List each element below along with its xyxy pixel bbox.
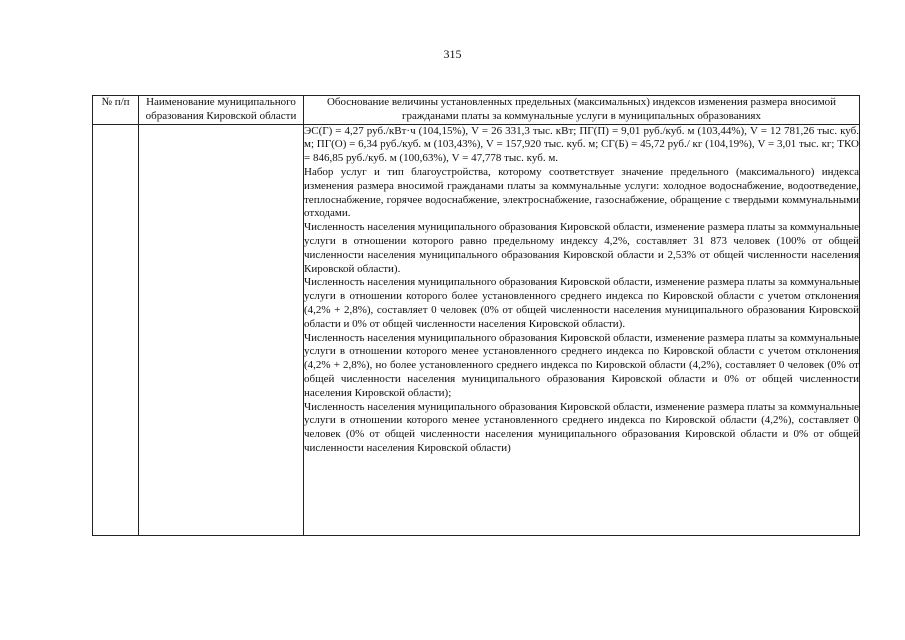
paragraph-population-above: Численность населения муниципального образования Кировской области, изменение размера платы за коммунальные услуги в отношении которого более установленного среднего индекса по Кировской области с учетом отклонения (4,2% + 2,8%), составляет 0 человек (0% от общей численности населения муниципального образования Кировской области и 0% от общей численности населения Кировской области). xyxy=(304,276,859,330)
cell-municipality-name xyxy=(139,124,304,535)
cell-justification xyxy=(304,124,860,535)
paragraph-service-set: Набор услуг и тип благоустройства, которому соответствует значение предельного (максимального) индекса изменения размера вносимой гражданами платы за коммунальные услуги: холодное водоснабжение, водоотведение, теплоснабжение, горячее водоснабжение, электроснабжение, газоснабжение, обращение с твердыми коммунальными отходами. xyxy=(304,165,859,220)
table-header-row xyxy=(93,96,860,125)
paragraph-population-equal: Численность населения муниципального образования Кировской области, изменение размера платы за коммунальные услуги в отношении которого равно предельному индексу 4,2%, составляет 31 873 человек (100% от общей численности населения муниципального образования Кировской области и 2,53% от общей численности населения Кировской области). xyxy=(304,221,859,275)
paragraph-population-below: Численность населения муниципального образования Кировской области, изменение размера платы за коммунальные услуги в отношении которого менее установленного среднего индекса по Кировской области (4,2%), составляет 0 человек (0% от общей численности населения муниципального образования Кировской области и 0% от общей численности населения Кировской области) xyxy=(304,400,859,454)
table-row xyxy=(93,124,860,535)
header-number: № п/п xyxy=(93,96,139,125)
header-municipality-name: Наименование муниципального образования Кировской области xyxy=(139,96,304,125)
page-number: 315 xyxy=(443,47,462,61)
paragraph-tariffs: ЭС(Г) = 4,27 руб./кВт·ч (104,15%), V = 26 331,3 тыс. кВт; ПГ(П) = 9,01 руб./куб. м (103,44%), V = 12 781,26 тыс. куб. м; ПГ(О) = 6,34 руб./куб. м (103,43%), V = 157,920 тыс. куб. м; СГ(Б) = 45,72 руб./ кг (104,19%), V = 3,01 тыс. кг; ТКО = 846,85 руб./куб. м (100,63%), V = 47,778 тыс. куб. м. xyxy=(304,124,859,165)
cell-number xyxy=(93,124,139,535)
tariff-index-table xyxy=(92,95,860,536)
header-justification: Обоснование величины установленных предельных (максимальных) индексов изменения размера вносимой гражданами платы за коммунальные услуги в муниципальных образованиях xyxy=(304,96,860,125)
paragraph-population-between: Численность населения муниципального образования Кировской области, изменение размера платы за коммунальные услуги в отношении которого менее установленного среднего индекса по Кировской области с учетом отклонения (4,2% + 2,8%), но более установленного среднего индекса по Кировской области (4,2%), составляет 0 человек (0% от общей численности населения муниципального образования Кировской области и 0% от общей численности населения Кировской области); xyxy=(304,331,859,399)
